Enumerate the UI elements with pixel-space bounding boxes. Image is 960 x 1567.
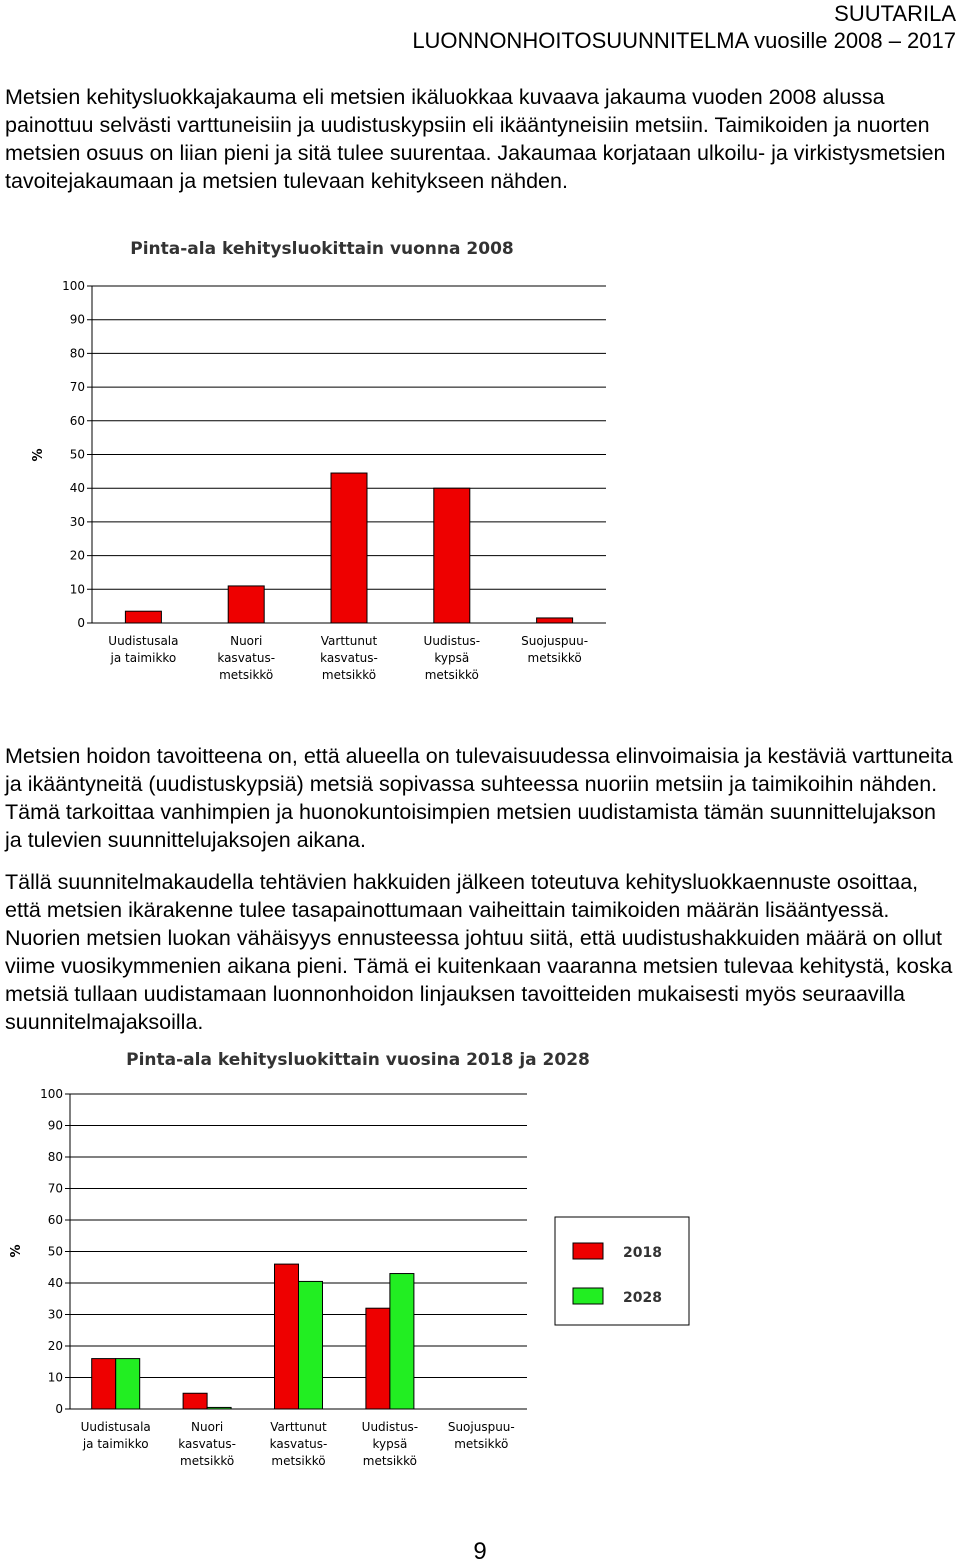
y-axis-label: % [31, 448, 46, 462]
x-category-label: kasvatus- [217, 651, 276, 665]
x-category-label: kypsä [434, 651, 470, 665]
chart-title: Pinta-ala kehitysluokittain vuonna 2008 [130, 239, 514, 259]
y-tick-label: 50 [69, 447, 85, 462]
bar-2028 [116, 1359, 140, 1409]
y-tick-label: 0 [77, 616, 85, 630]
header-title: SUUTARILA [834, 1, 956, 26]
y-tick-label: 10 [69, 582, 85, 597]
header-subtitle: LUONNONHOITOSUUNNITELMA vuosille 2008 – 2017 [412, 28, 956, 53]
bar-value [331, 473, 367, 623]
y-tick-label: 30 [69, 514, 85, 529]
x-category-label: kasvatus- [269, 1437, 328, 1451]
bar-2018 [275, 1264, 299, 1409]
bar-value [537, 618, 573, 623]
y-tick-label: 90 [69, 312, 85, 327]
y-tick-label: 40 [47, 1276, 63, 1290]
y-tick-label: 80 [69, 346, 85, 361]
x-category-label: metsikkö [424, 668, 479, 682]
x-category-label: metsikkö [271, 1454, 326, 1468]
y-tick-label: 40 [69, 481, 85, 496]
bar-value [228, 586, 264, 623]
bar-2018 [183, 1393, 207, 1409]
x-category-label: kasvatus- [320, 651, 378, 665]
y-tick-label: 10 [47, 1370, 63, 1385]
x-category-label: metsikkö [527, 651, 582, 665]
y-tick-label: 90 [47, 1118, 63, 1133]
x-category-label: Suojuspuu- [521, 634, 589, 648]
chart-title: Pinta-ala kehitysluokittain vuosina 2018 ja 2028 [126, 1050, 590, 1070]
paragraph-2: Metsien hoidon tavoitteena on, että alueella on tulevaisuudessa elinvoimaisia ja kestäviä varttuneita ja ikääntyneitä (uudistuskypsiä) metsiä sopivassa suhteessa nuoriin metsiin ja taimikoihin nähden. Tämä tarkoittaa vanhimpien ja huonokuntoisimpien metsien uudistamista tämän suunnittelujakson ja tulevien suunnittelujaksojen aikana. [5, 744, 953, 852]
x-category-label: ja taimikko [110, 651, 177, 665]
x-category-label: metsikkö [321, 668, 377, 682]
bar-2028 [390, 1274, 414, 1409]
bar-2028 [299, 1281, 323, 1409]
y-tick-label: 20 [69, 548, 85, 563]
x-category-label: Varttunut [270, 1420, 327, 1434]
x-category-label: Nuori [190, 1420, 224, 1434]
bar-chart-2018-2028 [0, 1044, 720, 1484]
x-category-label: kasvatus- [178, 1437, 236, 1451]
y-tick-label: 0 [55, 1402, 63, 1416]
page-header [412, 0, 956, 54]
y-tick-label: 70 [69, 380, 85, 395]
legend-box [555, 1217, 689, 1325]
x-category-label: metsikkö [219, 668, 274, 682]
x-category-label: Uudistus- [423, 634, 481, 648]
page-number: 9 [473, 1538, 487, 1565]
x-category-label: metsikkö [454, 1437, 509, 1451]
x-category-label: kypsä [372, 1437, 408, 1451]
legend-label: 2028 [623, 1290, 662, 1306]
x-category-label: metsikkö [362, 1454, 417, 1468]
x-category-label: Uudistus- [361, 1420, 419, 1434]
legend-swatch [573, 1243, 603, 1259]
y-tick-label: 100 [40, 1087, 63, 1101]
y-tick-label: 30 [47, 1307, 63, 1322]
y-tick-label: 100 [62, 279, 85, 293]
y-tick-label: 50 [47, 1244, 63, 1259]
bar-2028 [207, 1407, 231, 1409]
legend-label: 2018 [623, 1245, 662, 1261]
x-category-label: Varttunut [320, 634, 378, 648]
y-tick-label: 70 [47, 1181, 63, 1196]
paragraph-3: Tällä suunnitelmakaudella tehtävien hakkuiden jälkeen toteutuva kehitysluokkaennuste osoittaa, että metsien ikärakenne tulee tasapainottumaan vaiheittain taimikoiden määrän lisääntyessä. Nuorien metsien luokan vähäisyys ennusteessa johtuu siitä, että uudistushakkuiden määrä on ollut viime vuosikymmenien aikana pieni. Tämä ei kuitenkaan vaaranna metsien tulevaa kehitystä, koska metsiä tullaan uudistamaan luonnonhoidon linjauksen tavoitteiden mukaisesti myös seuraavilla suunnitelmajaksoilla. [5, 870, 953, 1034]
legend-swatch [573, 1288, 603, 1304]
bar-2018 [366, 1308, 390, 1409]
y-tick-label: 20 [47, 1339, 63, 1353]
bar-chart-2008 [0, 232, 640, 702]
x-category-label: ja taimikko [82, 1437, 149, 1451]
bar-value [434, 488, 470, 623]
y-tick-label: 60 [47, 1213, 63, 1227]
y-tick-label: 80 [47, 1150, 63, 1164]
paragraph-1: Metsien kehitysluokkajakauma eli metsien ikäluokkaa kuvaava jakauma vuoden 2008 alussa painottuu selvästi varttuneisiin ja uudistuskypsiin eli ikääntyneisiin metsiin. Taimikoiden ja nuorten metsien osuus on liian pieni ja sitä tulee suurentaa. Jakaumaa korjataan ulkoilu- ja virkistysmetsien tavoitejakaumaan ja metsien tulevaan kehitykseen nähden. [5, 85, 946, 193]
x-category-label: metsikkö [180, 1454, 235, 1468]
x-category-label: Suojuspuu- [447, 1420, 515, 1434]
x-category-label: Uudistusala [108, 634, 179, 648]
x-category-label: Nuori [230, 634, 263, 648]
bar-2018 [92, 1359, 116, 1409]
x-category-label: Uudistusala [80, 1420, 151, 1434]
y-tick-label: 60 [69, 413, 85, 428]
y-axis-label: % [9, 1244, 24, 1258]
bar-value [125, 611, 161, 623]
